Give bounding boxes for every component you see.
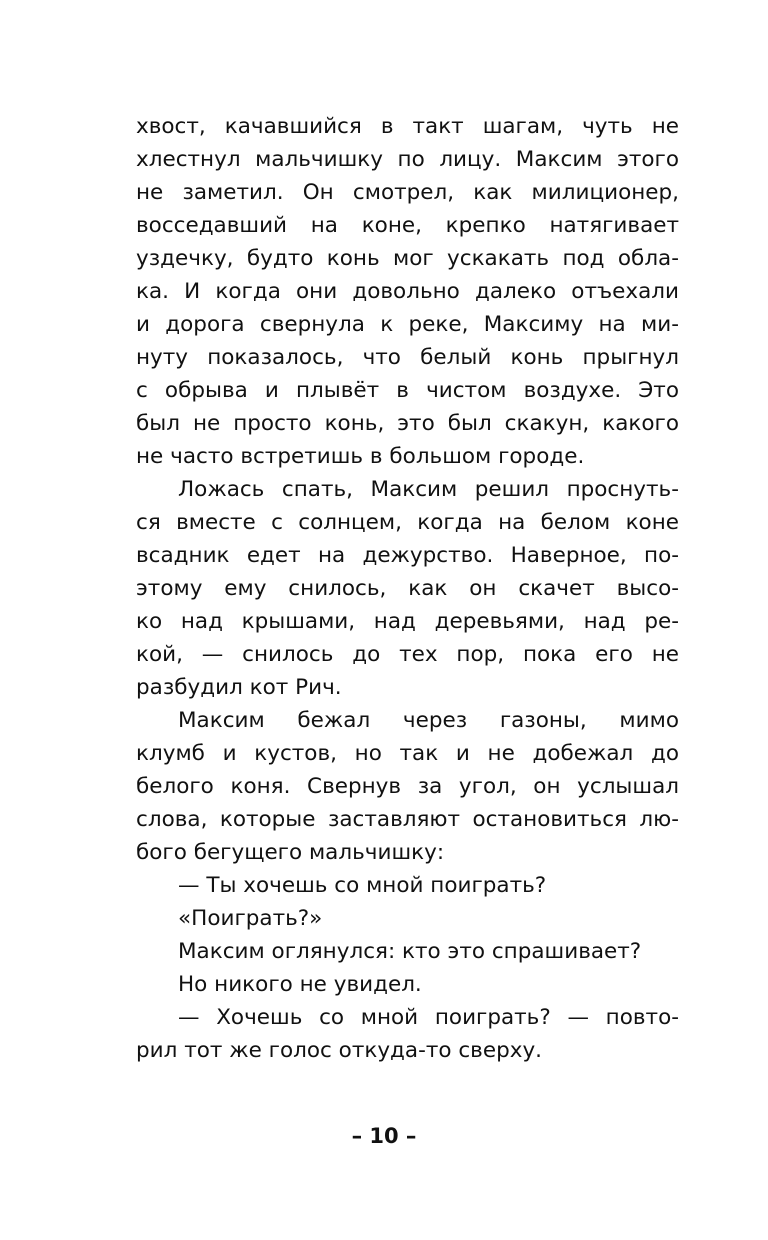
text-line: всадник едет на дежурство. Наверное, по- — [136, 543, 679, 568]
text-line: ся вместе с солнцем, когда на белом коне — [136, 510, 679, 535]
text-line: рил тот же голос откуда-то сверху. — [136, 1038, 543, 1063]
page-number: – 10 – — [351, 1124, 417, 1148]
text-line: — Хочешь со мной поиграть? — повто- — [178, 1005, 679, 1030]
text-line: хвост, качавшийся в такт шагам, чуть не — [136, 114, 679, 139]
text-line: кой, — снилось до тех пор, пока его не — [136, 642, 679, 667]
text-line: нуту показалось, что белый конь прыгнул — [136, 345, 679, 370]
text-line: Максим бежал через газоны, мимо — [178, 708, 679, 733]
text-line: клумб и кустов, но так и не добежал до — [136, 741, 679, 766]
text-line: не заметил. Он смотрел, как милиционер, — [136, 180, 679, 205]
text-line: с обрыва и плывёт в чистом воздухе. Это — [136, 378, 679, 403]
text-line: ко над крышами, над деревьями, над ре- — [136, 609, 679, 634]
text-line: — Ты хочешь со мной поиграть? — [178, 873, 547, 898]
text-line: бого бегущего мальчишку: — [136, 840, 445, 865]
text-line: восседавший на коне, крепко натягивает — [136, 213, 679, 238]
text-line: и дорога свернула к реке, Максиму на ми- — [136, 312, 679, 337]
page-body-text — [136, 110, 679, 1067]
text-line: Но никого не увидел. — [178, 972, 422, 997]
text-line: белого коня. Свернув за угол, он услышал — [136, 774, 679, 799]
text-line: не часто встретишь в большом городе. — [136, 444, 585, 469]
text-line: «Поиграть?» — [178, 906, 323, 931]
text-line: уздечку, будто конь мог ускакать под обла- — [136, 246, 679, 271]
text-line: Максим оглянулся: кто это спрашивает? — [178, 939, 642, 964]
text-line: Ложась спать, Максим решил проснуть- — [178, 477, 679, 502]
text-line: слова, которые заставляют остановиться лю- — [136, 807, 679, 832]
text-line: хлестнул мальчишку по лицу. Максим этого — [136, 147, 679, 172]
text-line: был не просто конь, это был скакун, какого — [136, 411, 679, 436]
text-line: ка. И когда они довольно далеко отъехали — [136, 279, 679, 304]
text-line: разбудил кот Рич. — [136, 675, 342, 700]
text-line: этому ему снилось, как он скачет высо- — [136, 576, 679, 601]
